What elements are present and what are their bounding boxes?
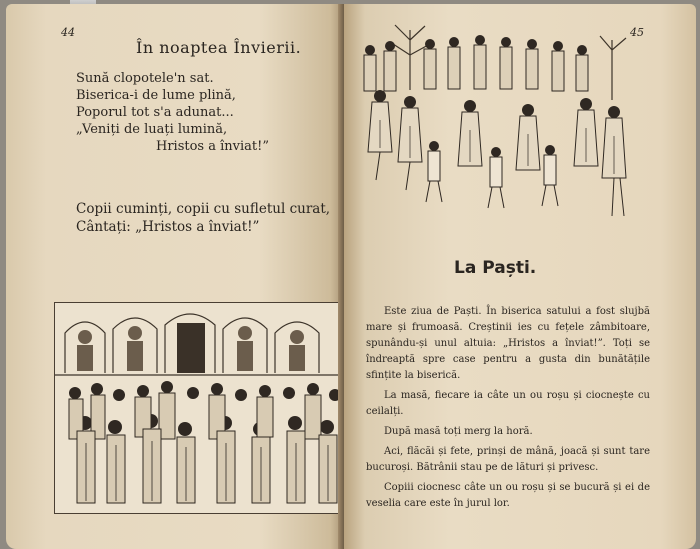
refrain (76, 200, 336, 236)
page-number-right: 45 (630, 26, 644, 39)
left-page (6, 4, 344, 549)
poem-line: Hristos a înviat!” (156, 139, 269, 154)
hora-dance-illustration (350, 20, 640, 230)
poem-title: În noaptea Învierii. (136, 38, 302, 57)
refrain-line: Copii cuminți, copii cu sufletul curat, (76, 201, 331, 217)
poem-line: Poporul tot s'a adunat... (76, 105, 234, 120)
story-paragraph: Copiii ciocnesc câte un ou roșu și se bucură și ei de veselia care este în jurul lor. (366, 482, 650, 509)
story-title: La Paști. (454, 258, 537, 278)
poem-line: Biserica-i de lume plină, (76, 88, 236, 103)
refrain-line: Cântați: „Hristos a înviat!” (76, 219, 260, 235)
page-number-left: 44 (61, 26, 75, 39)
story-paragraph: La masă, fiecare ia câte un ou roșu și ciocnește cu ceilalți. (366, 390, 650, 417)
poem (76, 70, 326, 155)
poem-line: „Veniți de luați lumină, (76, 122, 228, 137)
story-paragraph: Aci, flăcăi și fete, prinși de mână, joacă și sunt tare bucuroși. Bătrânii stau pe de lături și privesc. (366, 446, 650, 473)
right-page (344, 4, 696, 549)
story-paragraph: După masă toți merg la horă. (384, 426, 533, 437)
church-illustration (54, 302, 348, 514)
story-text (366, 304, 650, 516)
poem-line: Sună clopotele'n sat. (76, 71, 214, 86)
story-paragraph: Este ziua de Paști. În biserica satului a fost slujbă mare și frumoasă. Creștinii ies cu fețele zâmbitoare, spunându-și unul altuia: „Hristos a înviat!”. Toți se îndreaptă spre case pentru a gusta din bunătățile sfințite la biserică. (366, 306, 650, 381)
